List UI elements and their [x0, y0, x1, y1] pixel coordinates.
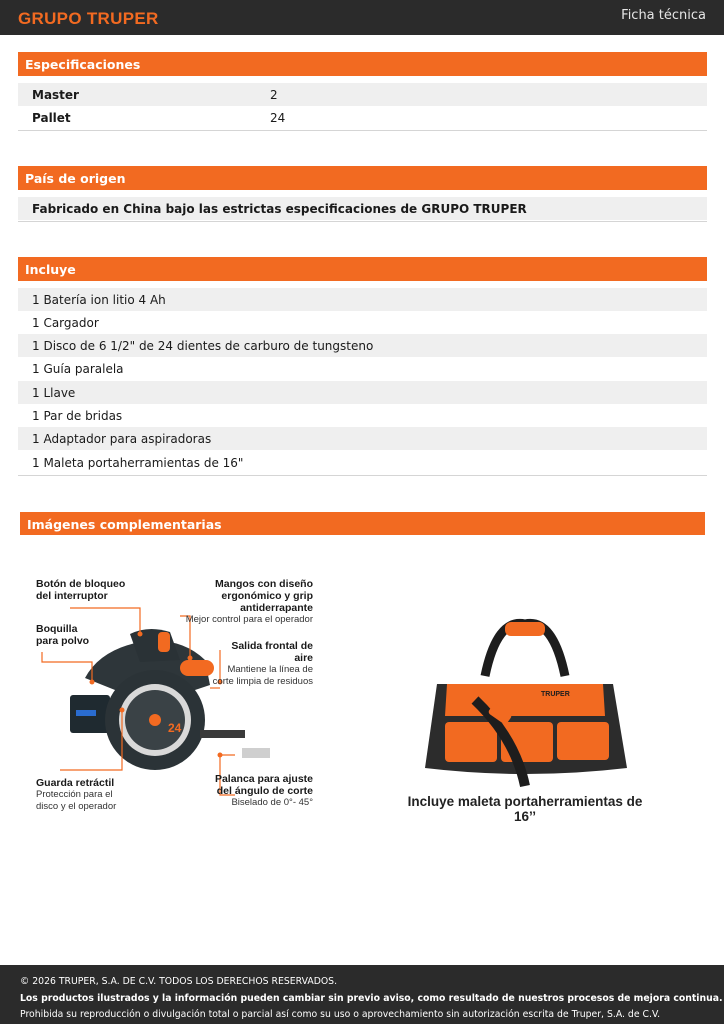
bag-logo: TRUPER [541, 691, 570, 698]
specs-header: Especificaciones [18, 52, 707, 76]
spec-value: 2 [270, 88, 278, 102]
footer [0, 965, 724, 1024]
top-bar [0, 0, 724, 35]
saw-badge: 24 [168, 721, 182, 735]
document-title: Ficha técnica [621, 8, 706, 23]
spec-row-master [18, 83, 707, 106]
divider [18, 130, 707, 131]
callout-lever: Palanca para ajuste del ángulo de corte Biselado de 0°- 45° [214, 773, 313, 808]
bag-caption: Incluye maleta portaherramientas de 16’’ [407, 794, 643, 824]
footer-legal: Prohibida su reproducción o divulgación total o parcial así como su uso o aprovechamiento sin autorización escrita de Truper, S.A. de C.V. [20, 1009, 661, 1020]
callout-air: Salida frontal de aire Mantiene la línea de corte limpia de residuos [212, 640, 313, 687]
footer-notice: Los productos ilustrados y la información pueden cambiar sin previo aviso, como resultado de nuestros procesos de mejora continua. [20, 992, 723, 1004]
list-item: 1 Llave [18, 381, 707, 404]
images-header: Imágenes complementarias [20, 512, 705, 535]
origin-header: País de origen [18, 166, 707, 190]
list-item: 1 Cargador [32, 316, 99, 330]
tool-bag-illustration [405, 618, 645, 788]
list-item: 1 Disco de 6 1/2" de 24 dientes de carburo de tungsteno [18, 334, 707, 357]
footer-copyright: © 2026 TRUPER, S.A. DE C.V. TODOS LOS DERECHOS RESERVADOS. [20, 976, 338, 987]
divider [18, 221, 707, 222]
callout-handles: Mangos con diseño ergonómico y grip antiderrapante Mejor control para el operador [185, 578, 313, 625]
list-item: 1 Adaptador para aspiradoras [18, 427, 707, 450]
spec-value: 24 [270, 111, 286, 125]
list-item: 1 Guía paralela [32, 362, 124, 376]
divider [18, 475, 707, 476]
list-item: 1 Par de bridas [32, 409, 123, 423]
list-item: 1 Maleta portaherramientas de 16" [32, 456, 244, 470]
list-item: 1 Batería ion litio 4 Ah [18, 288, 707, 311]
spec-row-pallet [18, 106, 707, 129]
spec-label: Master [32, 88, 79, 102]
includes-header: Incluye [18, 257, 707, 281]
callout-lock: Botón de bloqueo del interruptor [36, 578, 126, 602]
bag-image [405, 618, 645, 823]
origin-text: Fabricado en China bajo las estrictas especificaciones de GRUPO TRUPER [18, 197, 707, 220]
brand-logo: GRUPO TRUPER [18, 9, 159, 28]
saw-image [30, 570, 320, 820]
spec-label: Pallet [32, 111, 71, 125]
callout-guard: Guarda retráctil Protección para el disco y el operador [36, 777, 117, 812]
callout-dust: Boquilla para polvo [36, 623, 90, 647]
